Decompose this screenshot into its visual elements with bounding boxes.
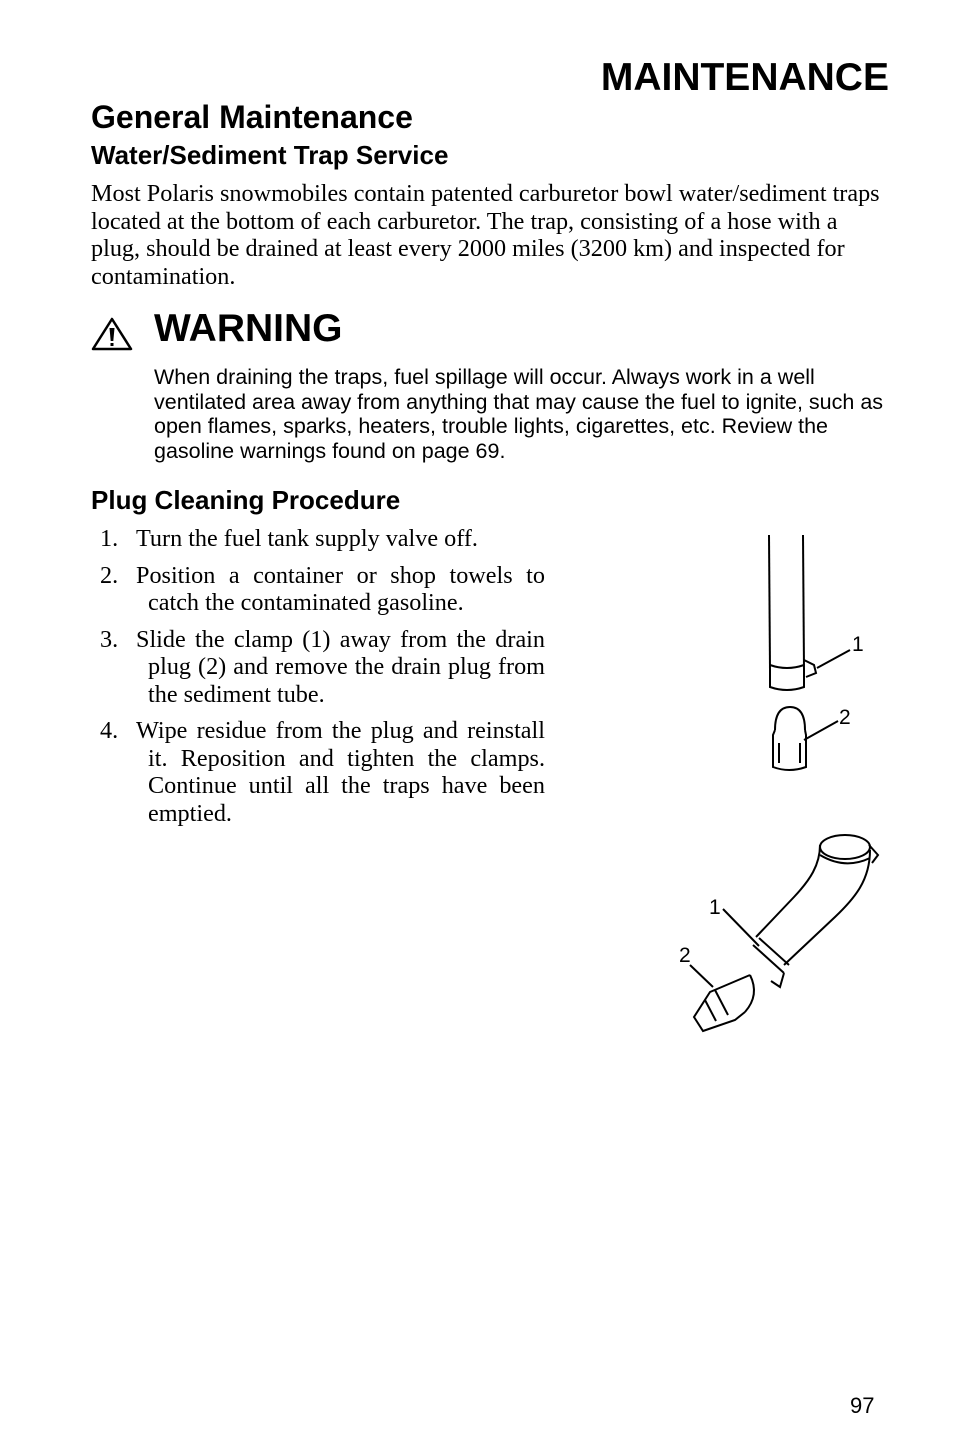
procedure-steps (100, 525, 545, 836)
list-item: 2. Position a container or shop towels to catch the contaminated gasoline. (100, 561, 545, 616)
sediment-trap-illustration (660, 525, 890, 1045)
section-title: General Maintenance (91, 99, 413, 135)
page-title: MAINTENANCE (600, 56, 889, 99)
warning-title: WARNING (154, 307, 343, 350)
subsection-title: Water/Sediment Trap Service (91, 140, 449, 170)
intro-paragraph: Most Polaris snowmobiles contain patented carburetor bowl water/sediment traps located at the bottom of each carburetor. The trap, consisting of a hose with a plug, should be drained at least every 2000 miles (3200 km) and inspected for contamination. (91, 180, 880, 290)
callout-clamp-top: 1 (852, 633, 864, 656)
page-number: 97 (850, 1393, 875, 1418)
list-item: 4. Wipe residue from the plug and reinstall it. Reposition and tighten the clamps. Continue until all the traps have been emptied. (100, 717, 545, 827)
warning-text: When draining the traps, fuel spillage will occur. Always work in a well ventilated area away from anything that may cause the fuel to ignite, such as open flames, sparks, heaters, trouble lights, cigarettes, etc. Review the gasoline warnings found on page 69. (154, 365, 884, 463)
callout-plug-bottom: 2 (679, 944, 691, 967)
procedure-title: Plug Cleaning Procedure (91, 485, 401, 515)
list-item: 3. Slide the clamp (1) away from the drain plug (2) and remove the drain plug from the sediment tube. (100, 625, 545, 708)
list-item: 1. Turn the fuel tank supply valve off. (100, 525, 478, 552)
warning-triangle-icon (91, 317, 133, 351)
callout-plug-top: 2 (839, 706, 851, 729)
callout-clamp-bottom: 1 (709, 896, 721, 919)
